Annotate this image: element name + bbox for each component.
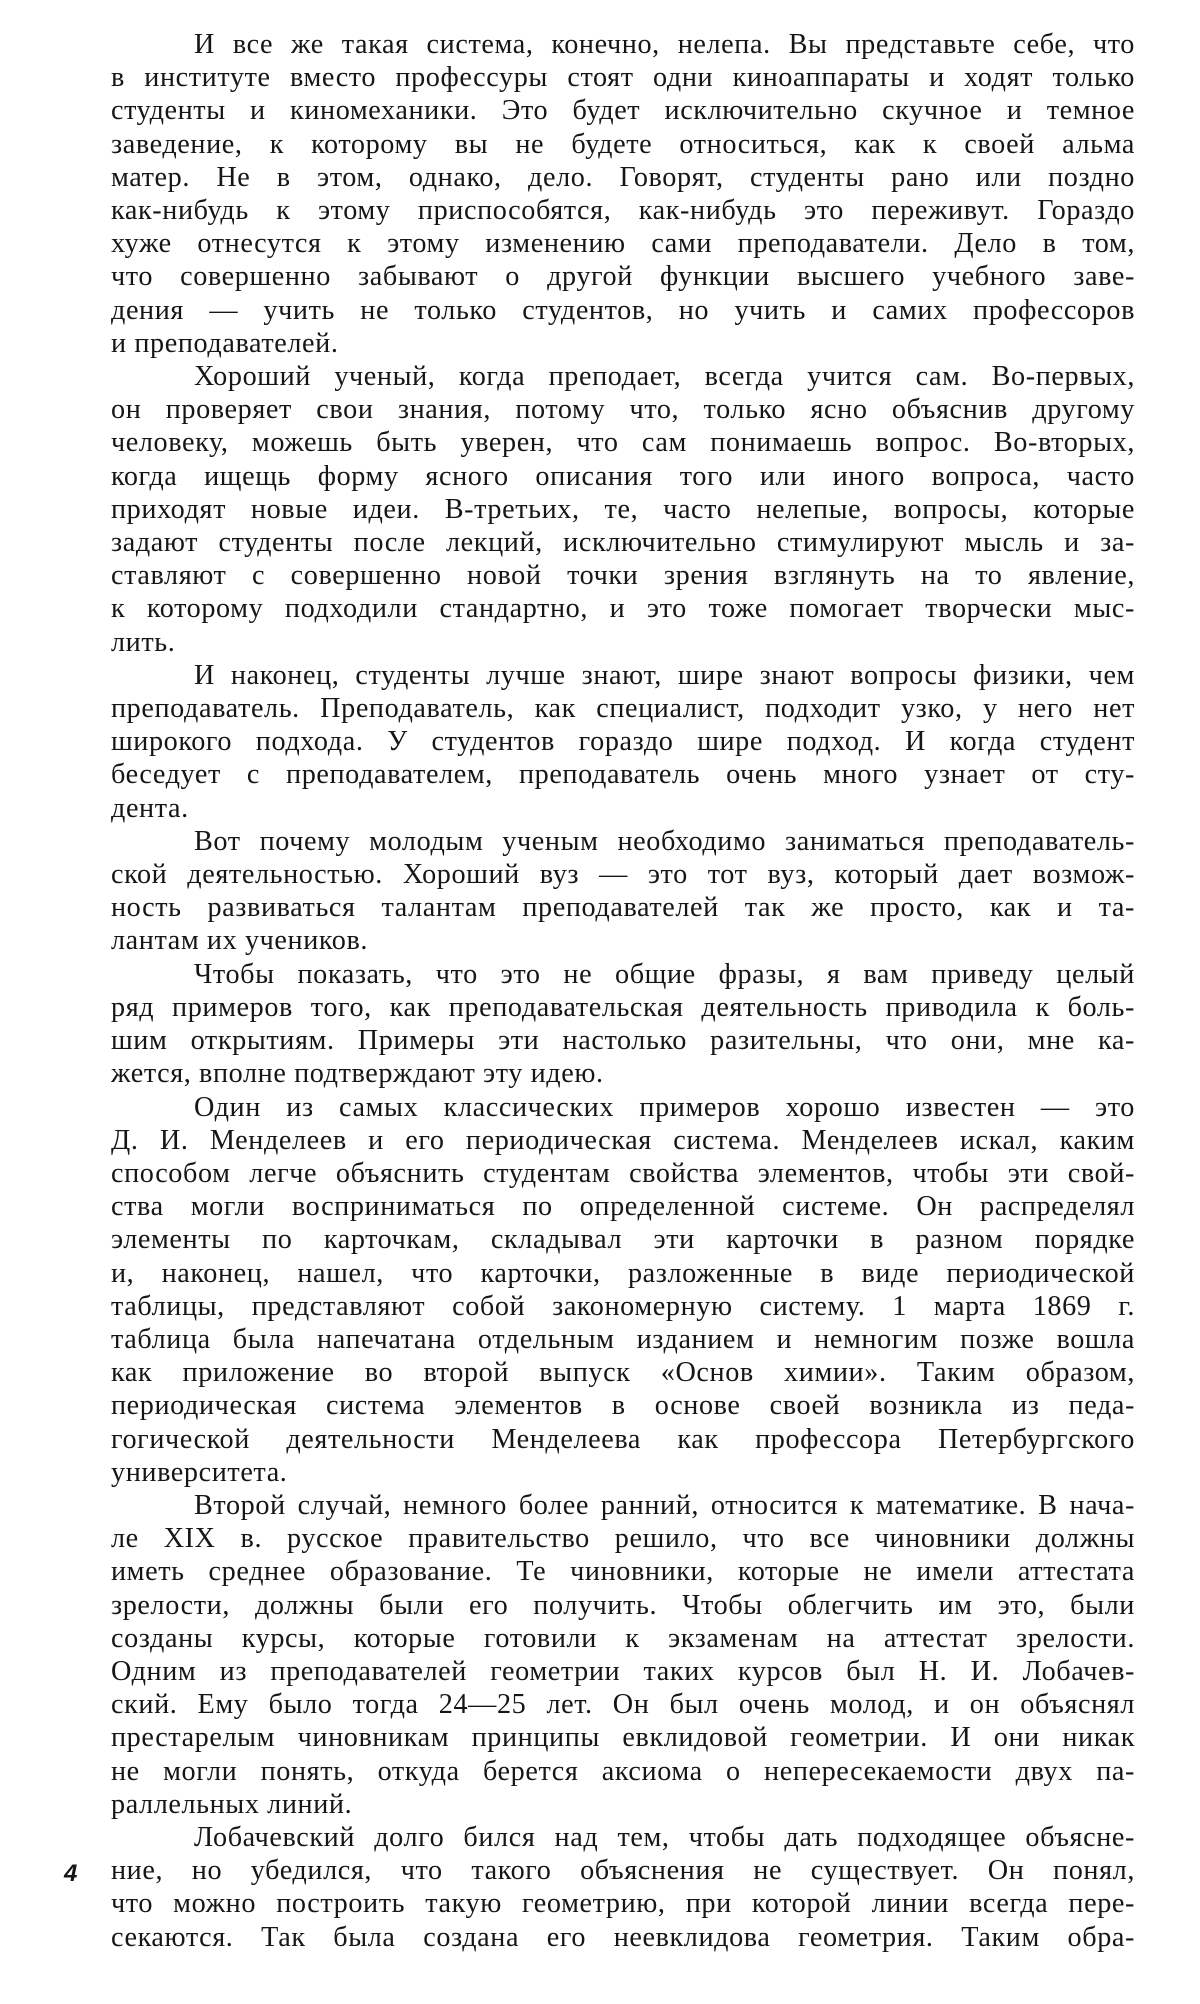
text-line: беседует с преподавателем, преподаватель очень много узнает от сту-: [111, 759, 1135, 791]
text-line: лантам их учеников.: [111, 925, 369, 957]
text-line: Д. И. Менделеев и его периодическая система. Менделеев искал, каким: [111, 1124, 1135, 1156]
page-number: 4: [64, 1860, 78, 1887]
text-line: широкого подхода. У студентов гораздо шире подход. И когда студент: [111, 726, 1135, 758]
text-line: студенты и киномеханики. Это будет исключительно скучное и темное: [111, 95, 1135, 127]
text-line: Лобачевский долго бился над тем, чтобы дать подходящее объясне-: [194, 1821, 1135, 1853]
text-line: Хороший ученый, когда преподает, всегда учится сам. Во-первых,: [194, 361, 1135, 393]
text-line: что совершенно забывают о другой функции высшего учебного заве-: [111, 261, 1135, 293]
text-line: к которому подходили стандартно, и это тоже помогает творчески мыс-: [111, 593, 1135, 625]
text-line: преподаватель. Преподаватель, как специалист, подходит узко, у него нет: [111, 693, 1135, 725]
text-line: Чтобы показать, что это не общие фразы, я вам приведу целый: [194, 958, 1135, 990]
text-line: он проверяет свои знания, потому что, только ясно объяснив другому: [111, 394, 1135, 426]
text-line: Один из самых классических примеров хорошо известен — это: [194, 1091, 1135, 1123]
paragraph: [111, 28, 1135, 360]
text-line: ставляют с совершенно новой точки зрения взглянуть на то явление,: [111, 560, 1135, 592]
text-line: ние, но убедился, что такого объяснения не существует. Он понял,: [111, 1855, 1135, 1887]
text-line: элементы по карточкам, складывал эти карточки в разном порядке: [111, 1224, 1135, 1256]
text-line: таблица была напечатана отдельным изданием и немногим позже вошла: [111, 1323, 1135, 1355]
text-line: человеку, можешь быть уверен, что сам понимаешь вопрос. Во-вторых,: [111, 427, 1135, 459]
page-body: [111, 28, 1135, 1954]
text-line: Вот почему молодым ученым необходимо заниматься преподаватель-: [194, 825, 1135, 857]
text-line: жется, вполне подтверждают эту идею.: [111, 1058, 604, 1090]
text-line: Одним из преподавателей геометрии таких курсов был Н. И. Лобачев-: [111, 1655, 1135, 1687]
text-line: зрелости, должны были его получить. Чтобы облегчить им это, были: [111, 1589, 1135, 1621]
text-line: лить.: [111, 626, 176, 658]
paragraph: [111, 360, 1135, 659]
text-line: ряд примеров того, как преподавательская деятельность приводила к боль-: [111, 991, 1135, 1023]
text-line: и преподавателей.: [111, 327, 339, 359]
text-line: иметь среднее образование. Те чиновники, которые не имели аттестата: [111, 1556, 1135, 1588]
text-line: И наконец, студенты лучше знают, шире знают вопросы физики, чем: [194, 659, 1135, 691]
text-line: не могли понять, откуда берется аксиома о непересекаемости двух па-: [111, 1755, 1135, 1787]
text-line: заведение, к которому вы не будете относиться, как к своей альма: [111, 128, 1135, 160]
paragraph: [111, 1821, 1135, 1954]
text-line: ский. Ему было тогда 24—25 лет. Он был очень молод, и он объяснял: [111, 1689, 1135, 1721]
paragraph: [111, 659, 1135, 825]
text-line: матер. Не в этом, однако, дело. Говорят, студенты рано или поздно: [111, 161, 1135, 193]
text-line: раллельных линий.: [111, 1788, 353, 1820]
text-line: Второй случай, немного более ранний, относится к математике. В нача-: [194, 1489, 1135, 1521]
paragraph: [111, 1489, 1135, 1821]
text-line: ле XIX в. русское правительство решило, что все чиновники должны: [111, 1523, 1135, 1555]
text-line: периодическая система элементов в основе своей возникла из педа-: [111, 1390, 1135, 1422]
paragraph: [111, 825, 1135, 958]
paragraph: [111, 958, 1135, 1091]
text-line: задают студенты после лекций, исключительно стимулируют мысль и за-: [111, 527, 1135, 559]
text-line: ства могли восприниматься по определенной системе. Он распределял: [111, 1191, 1135, 1223]
text-line: престарелым чиновникам принципы евклидовой геометрии. И они никак: [111, 1722, 1135, 1754]
text-line: ской деятельностью. Хороший вуз — это тот вуз, который дает возмож-: [111, 859, 1135, 891]
text-line: приходят новые идеи. В-третьих, те, часто нелепые, вопросы, которые: [111, 493, 1135, 525]
text-line: когда ищещь форму ясного описания того или иного вопроса, часто: [111, 460, 1135, 492]
text-line: И все же такая система, конечно, нелепа. Вы представьте себе, что: [194, 29, 1135, 60]
text-line: секаются. Так была создана его неевклидова геометрия. Таким обра-: [111, 1921, 1135, 1953]
text-line: дения — учить не только студентов, но учить и самих профессоров: [111, 294, 1135, 326]
paragraph: [111, 1091, 1135, 1489]
text-line: университета.: [111, 1456, 288, 1488]
text-line: как-нибудь к этому приспособятся, как-нибудь это переживут. Гораздо: [111, 195, 1135, 227]
text-line: таблицы, представляют собой закономерную систему. 1 марта 1869 г.: [111, 1290, 1135, 1322]
text-line: шим открытиям. Примеры эти настолько разительны, что они, мне ка-: [111, 1025, 1135, 1057]
text-line: дента.: [111, 792, 189, 824]
text-line: гогической деятельности Менделеева как профессора Петербургского: [111, 1423, 1135, 1455]
text-line: и, наконец, нашел, что карточки, разложенные в виде периодической: [111, 1257, 1135, 1289]
text-line: хуже отнесутся к этому изменению сами преподаватели. Дело в том,: [111, 228, 1135, 260]
text-line: созданы курсы, которые готовили к экзаменам на аттестат зрелости.: [111, 1622, 1135, 1654]
text-line: способом легче объяснить студентам свойства элементов, чтобы эти свой-: [111, 1157, 1135, 1189]
text-line: как приложение во второй выпуск «Основ химии». Таким образом,: [111, 1357, 1135, 1389]
text-line: что можно построить такую геометрию, при которой линии всегда пере-: [111, 1888, 1135, 1920]
text-line: ность развиваться талантам преподавателей так же просто, как и та-: [111, 892, 1135, 924]
text-line: в институте вместо профессуры стоят одни киноаппараты и ходят только: [111, 62, 1135, 94]
